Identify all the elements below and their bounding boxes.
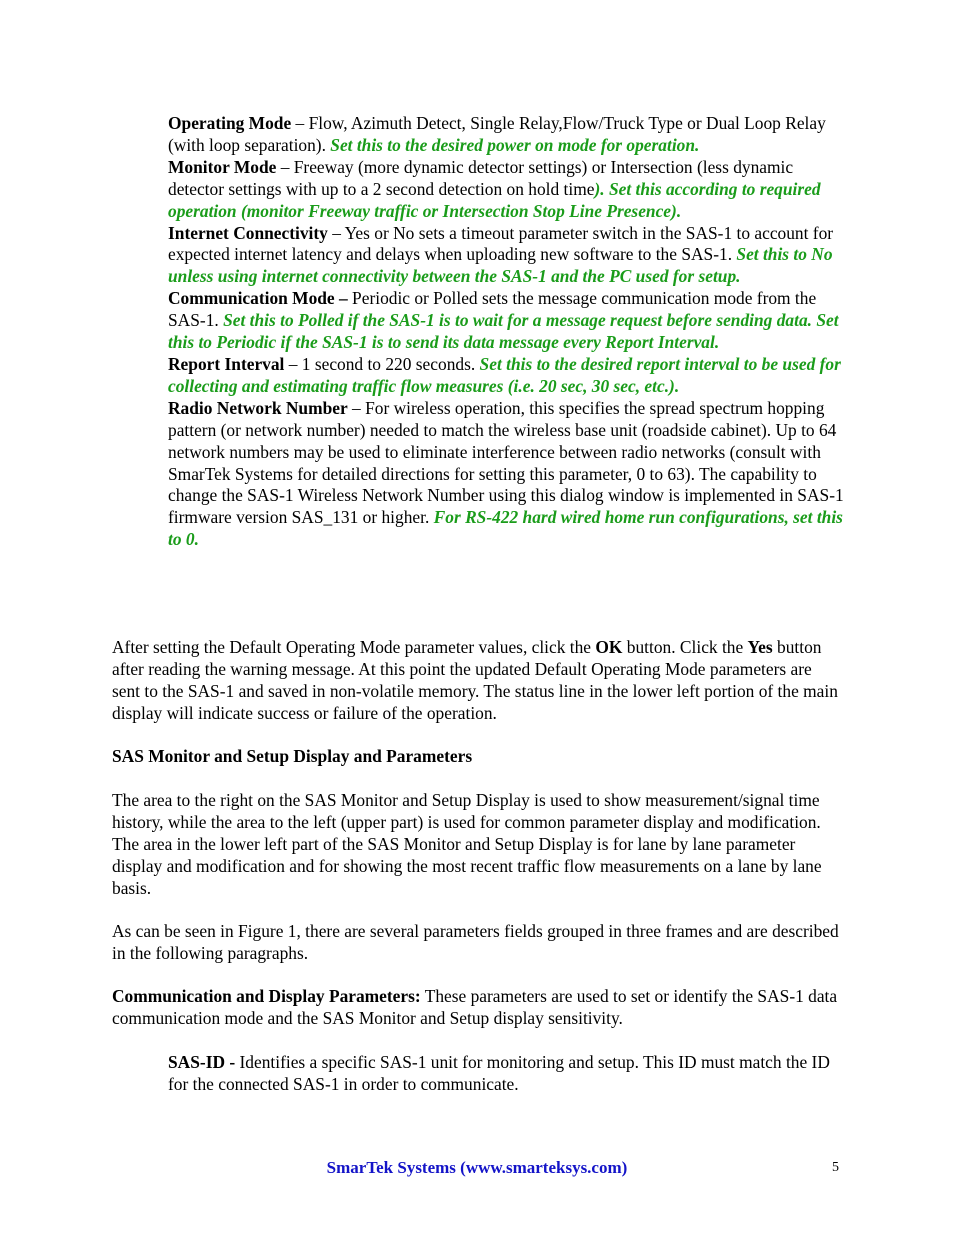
param-description: – Yes or No sets a timeout parameter switch in the SAS-1 to account for expected internet latency and delays when uploading new software to the SAS-1. (168, 222, 834, 265)
param-term: Report Interval (168, 353, 285, 374)
param-note: For RS-422 hard wired home run configurations, set this to 0. (168, 507, 843, 550)
param-monitor-mode (168, 157, 844, 223)
param-term: Internet Connectivity (168, 222, 328, 243)
param-internet-connectivity (168, 223, 844, 289)
param-note: ). Set this according to required operation (monitor Freeway traffic or Intersection Stop Line Presence). (168, 178, 821, 221)
comm-params-term: Communication and Display Parameters: (112, 986, 421, 1006)
sas-id-term: SAS-ID - (168, 1052, 236, 1072)
param-description: – For wireless operation, this specifies the spread spectrum hopping pattern (or network number) needed to match the wireless base unit (roadside cabinet). Up to 64 network numbers may be used to eliminate interference between radio networks (consult with SmarTek Systems for detailed directions for setting this parameter, 0 to 63). The capability to change the SAS-1 Wireless Network Number using this dialog window is implemented in SAS-1 firmware version SAS_131 or higher. (168, 397, 844, 528)
param-description: – 1 second to 220 seconds. (284, 353, 480, 374)
param-description: Periodic or Polled sets the message communication mode from the SAS-1. (168, 288, 817, 331)
after-setting-paragraph (112, 637, 844, 725)
param-term: Radio Network Number (168, 397, 348, 418)
ok-label: OK (595, 637, 623, 657)
figure-paragraph: As can be seen in Figure 1, there are several parameters fields grouped in three frames and are described in the following paragraphs. (112, 921, 839, 963)
param-communication-mode (168, 288, 844, 354)
sas-id-paragraph (168, 1052, 844, 1096)
param-operating-mode (168, 113, 844, 157)
yes-label: Yes (747, 637, 773, 657)
param-radio-network-number (168, 398, 844, 551)
paragraph-text: After setting the Default Operating Mode parameter values, click the (112, 637, 596, 657)
param-report-interval (168, 354, 844, 398)
page-footer: SmarTek Systems (www.smarteksys.com) (326, 1158, 628, 1177)
section-heading (112, 746, 844, 768)
param-term: Monitor Mode (168, 156, 277, 177)
param-note: Set this to No unless using internet connectivity between the SAS-1 and the PC used for setup. (168, 244, 833, 287)
param-description: – Flow, Azimuth Detect, Single Relay,Flow/Truck Type or Dual Loop Relay (with loop separation). (168, 113, 826, 155)
param-description: – Freeway (more dynamic detector settings) or Intersection (less dynamic detector settings with up to a 2 second detection on hold time (168, 156, 794, 199)
section-heading-text: SAS Monitor and Setup Display and Parameters (112, 746, 473, 766)
param-term: Communication Mode – (168, 288, 348, 309)
paragraph-text: button. Click the (622, 637, 748, 657)
comm-params-text: These parameters are used to set or identify the SAS-1 data communication mode and the SAS Monitor and Setup display sensitivity. (112, 986, 838, 1028)
paragraph-text: button after reading the warning message. At this point the updated Default Operating Mode parameters are sent to the SAS-1 and saved in non-volatile memory. The status line in the lower left portion of the main display will indicate success or failure of the operation. (112, 637, 838, 723)
sas-id-text: Identifies a specific SAS-1 unit for monitoring and setup. This ID must match the ID for the connected SAS-1 in order to communicate. (168, 1052, 830, 1094)
page-number: 5 (832, 1160, 839, 1175)
display-area-paragraph: The area to the right on the SAS Monitor and Setup Display is used to show measurement/signal time history, while the area to the left (upper part) is used for common parameter display and modification. The area in the lower left part of the SAS Monitor and Setup Display is for lane by lane parameter display and modification and for showing the most recent traffic flow measurements on a lane by lane basis. (112, 790, 822, 898)
param-note: Set this to the desired report interval to be used for collecting and estimating traffic flow measures (i.e. 20 sec, 30 sec, etc.). (168, 353, 841, 396)
param-note: Set this to Polled if the SAS-1 is to wait for a message request before sending data. Set this to Periodic if the SAS-1 is to send its data message every Report Interval. (168, 310, 839, 353)
param-note: Set this to the desired power on mode for operation. (330, 134, 700, 155)
comm-params-paragraph (112, 986, 844, 1030)
parameter-list (168, 113, 844, 551)
param-term: Operating Mode (168, 113, 292, 133)
